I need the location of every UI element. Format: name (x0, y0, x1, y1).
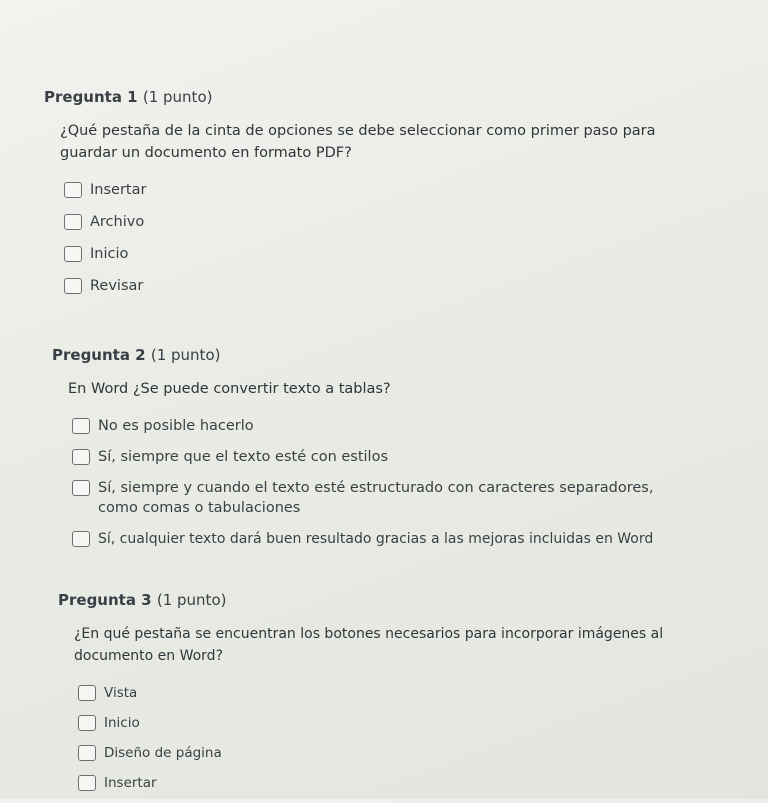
question-2-points: (1 punto) (150, 346, 221, 364)
question-1-option-revisar[interactable] (64, 276, 684, 296)
option-label: Sí, cualquier texto dará buen resultado gracias a las mejoras incluidas en Word (98, 531, 654, 547)
checkbox[interactable] (78, 685, 96, 701)
question-1-text: ¿Qué pestaña de la cinta de opciones se debe seleccionar como primer paso para guardar un documento en formato PDF? (60, 123, 656, 161)
question-1-option-archivo[interactable] (64, 212, 684, 232)
question-2-option-4[interactable] (72, 529, 712, 549)
question-3-points: (1 punto) (156, 591, 227, 609)
question-1-points: (1 punto) (142, 88, 213, 106)
checkbox[interactable] (72, 531, 90, 547)
question-2-number: Pregunta 2 (52, 346, 146, 364)
question-3-option-diseno-de-pagina[interactable] (78, 743, 698, 763)
question-3 (58, 591, 698, 803)
question-2-options (52, 416, 712, 549)
question-2 (52, 346, 712, 560)
question-2-option-1[interactable] (72, 416, 712, 436)
checkbox[interactable] (64, 246, 82, 262)
checkbox[interactable] (64, 278, 82, 294)
option-label: No es posible hacerlo (98, 418, 254, 434)
option-label: Insertar (104, 775, 157, 791)
question-1-option-insertar[interactable] (64, 180, 684, 200)
question-1-option-inicio[interactable] (64, 244, 684, 264)
option-label: Sí, siempre y cuando el texto esté estructurado con caracteres separadores, como comas o tabulaciones (98, 480, 654, 516)
checkbox[interactable] (72, 449, 90, 465)
question-3-text: ¿En qué pestaña se encuentran los botones necesarios para incorporar imágenes al documento en Word? (74, 626, 664, 664)
question-2-option-3[interactable] (72, 478, 712, 518)
question-2-title (52, 346, 712, 364)
checkbox[interactable] (64, 214, 82, 230)
checkbox[interactable] (64, 182, 82, 198)
question-3-option-vista[interactable] (78, 683, 698, 703)
option-label: Revisar (90, 278, 144, 294)
option-label: Insertar (90, 182, 147, 198)
option-label: Vista (104, 685, 138, 701)
question-1-number: Pregunta 1 (44, 88, 138, 106)
option-label: Diseño de página (104, 745, 222, 761)
checkbox[interactable] (72, 480, 90, 496)
question-3-title (58, 591, 698, 609)
question-2-option-2[interactable] (72, 447, 712, 467)
question-1-options (44, 180, 684, 296)
option-label: Sí, siempre que el texto esté con estilos (98, 449, 389, 465)
question-3-number: Pregunta 3 (58, 591, 152, 609)
checkbox[interactable] (72, 418, 90, 434)
option-label: Inicio (104, 715, 140, 731)
question-2-text: En Word ¿Se puede convertir texto a tablas? (68, 381, 391, 397)
question-3-option-insertar[interactable] (78, 773, 698, 793)
question-1 (44, 88, 684, 308)
question-3-options (58, 683, 698, 793)
checkbox[interactable] (78, 715, 96, 731)
option-label: Inicio (90, 246, 129, 262)
option-label: Archivo (90, 214, 145, 230)
question-1-title (44, 88, 684, 106)
question-3-option-inicio[interactable] (78, 713, 698, 733)
checkbox[interactable] (78, 775, 96, 791)
checkbox[interactable] (78, 745, 96, 761)
